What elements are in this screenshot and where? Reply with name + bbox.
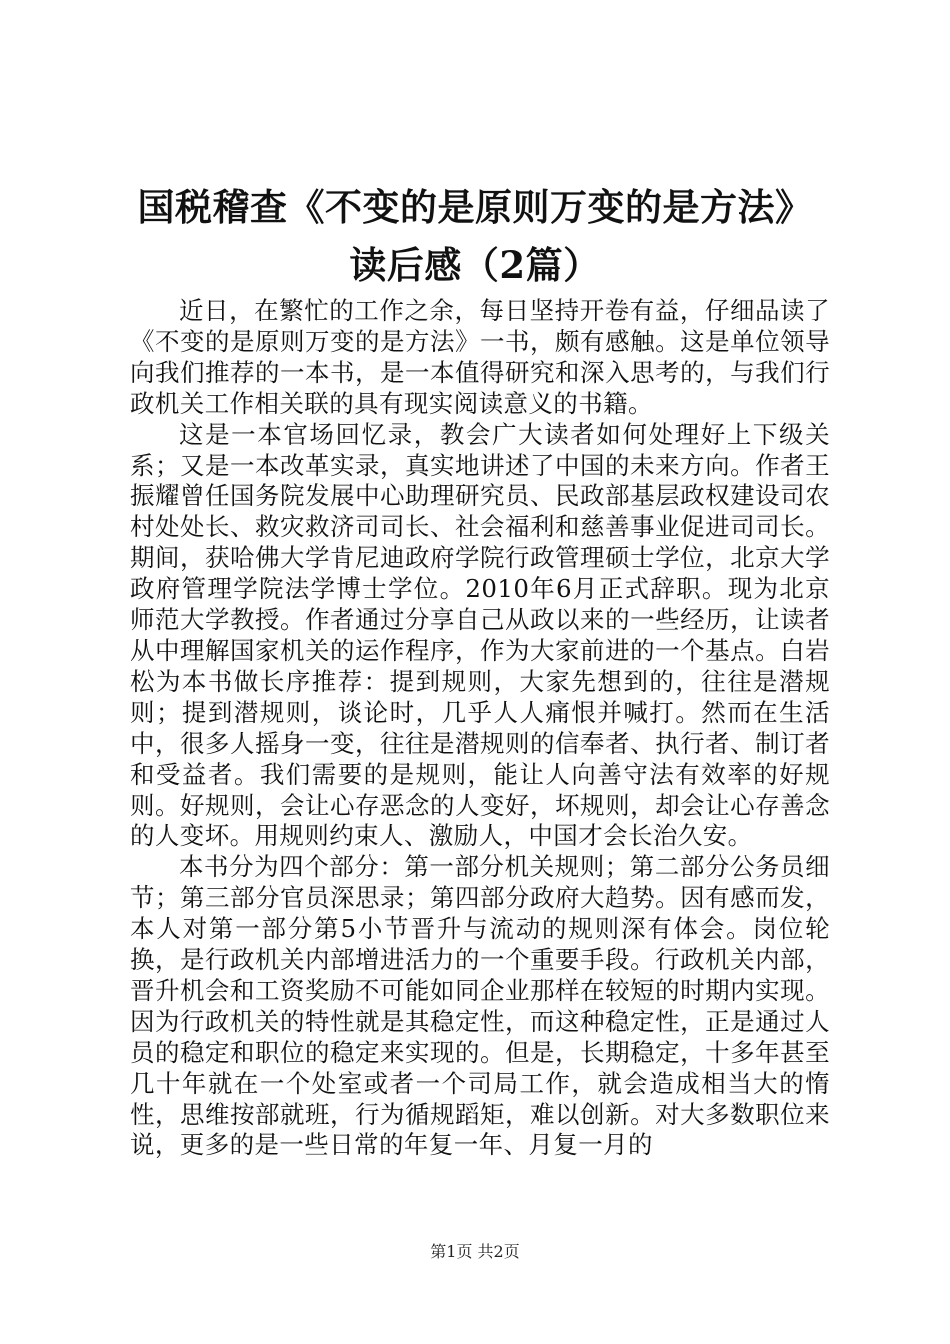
document-title: 国税稽查《不变的是原则万变的是方法》读后感（2篇） [137,185,813,287]
page-footer: 第1页 共2页 [430,1242,520,1261]
paragraph: 近日，在繁忙的工作之余，每日坚持开卷有益，仔细品读了《不变的是原则万变的是方法》一书，颇有感触。这是单位领导向我们推荐的一本书，是一本值得研究和深入思考的，与我们行政机关工作相关联的具有现实阅读意义的书籍。 [130,296,830,418]
document-body [130,296,830,1161]
paragraph: 本书分为四个部分：第一部分机关规则；第二部分公务员细节；第三部分官员深思录；第四部分政府大趋势。因有感而发，本人对第一部分第5小节晋升与流动的规则深有体会。岗位轮换，是行政机关内部增进活力的一个重要手段。行政机关内部，晋升机会和工资奖励不可能如同企业那样在较短的时期内实现。因为行政机关的特性就是其稳定性，而这种稳定性，正是通过人员的稳定和职位的稳定来实现的。但是，长期稳定，十多年甚至几十年就在一个处室或者一个司局工作，就会造成相当大的惰性，思维按部就班，行为循规蹈矩，难以创新。对大多数职位来说，更多的是一些日常的年复一年、月复一月的 [130,852,830,1160]
paragraph: 这是一本官场回忆录，教会广大读者如何处理好上下级关系；又是一本改革实录，真实地讲述了中国的未来方向。作者王振耀曾任国务院发展中心助理研究员、民政部基层政权建设司农村处处长、救灾救济司司长、社会福利和慈善事业促进司司长。期间，获哈佛大学肯尼迪政府学院行政管理硕士学位，北京大学政府管理学院法学博士学位。2010年6月正式辞职。现为北京师范大学教授。作者通过分享自己从政以来的一些经历，让读者从中理解国家机关的运作程序，作为大家前进的一个基点。白岩松为本书做长序推荐：提到规则，大家先想到的，往往是潜规则；提到潜规则，谈论时，几乎人人痛恨并喊打。然而在生活中，很多人摇身一变，往往是潜规则的信奉者、执行者、制订者和受益者。我们需要的是规则，能让人向善守法有效率的好规则。好规则，会让心存恶念的人变好，坏规则，却会让心存善念的人变坏。用规则约束人、激励人，中国才会长治久安。 [130,419,830,851]
